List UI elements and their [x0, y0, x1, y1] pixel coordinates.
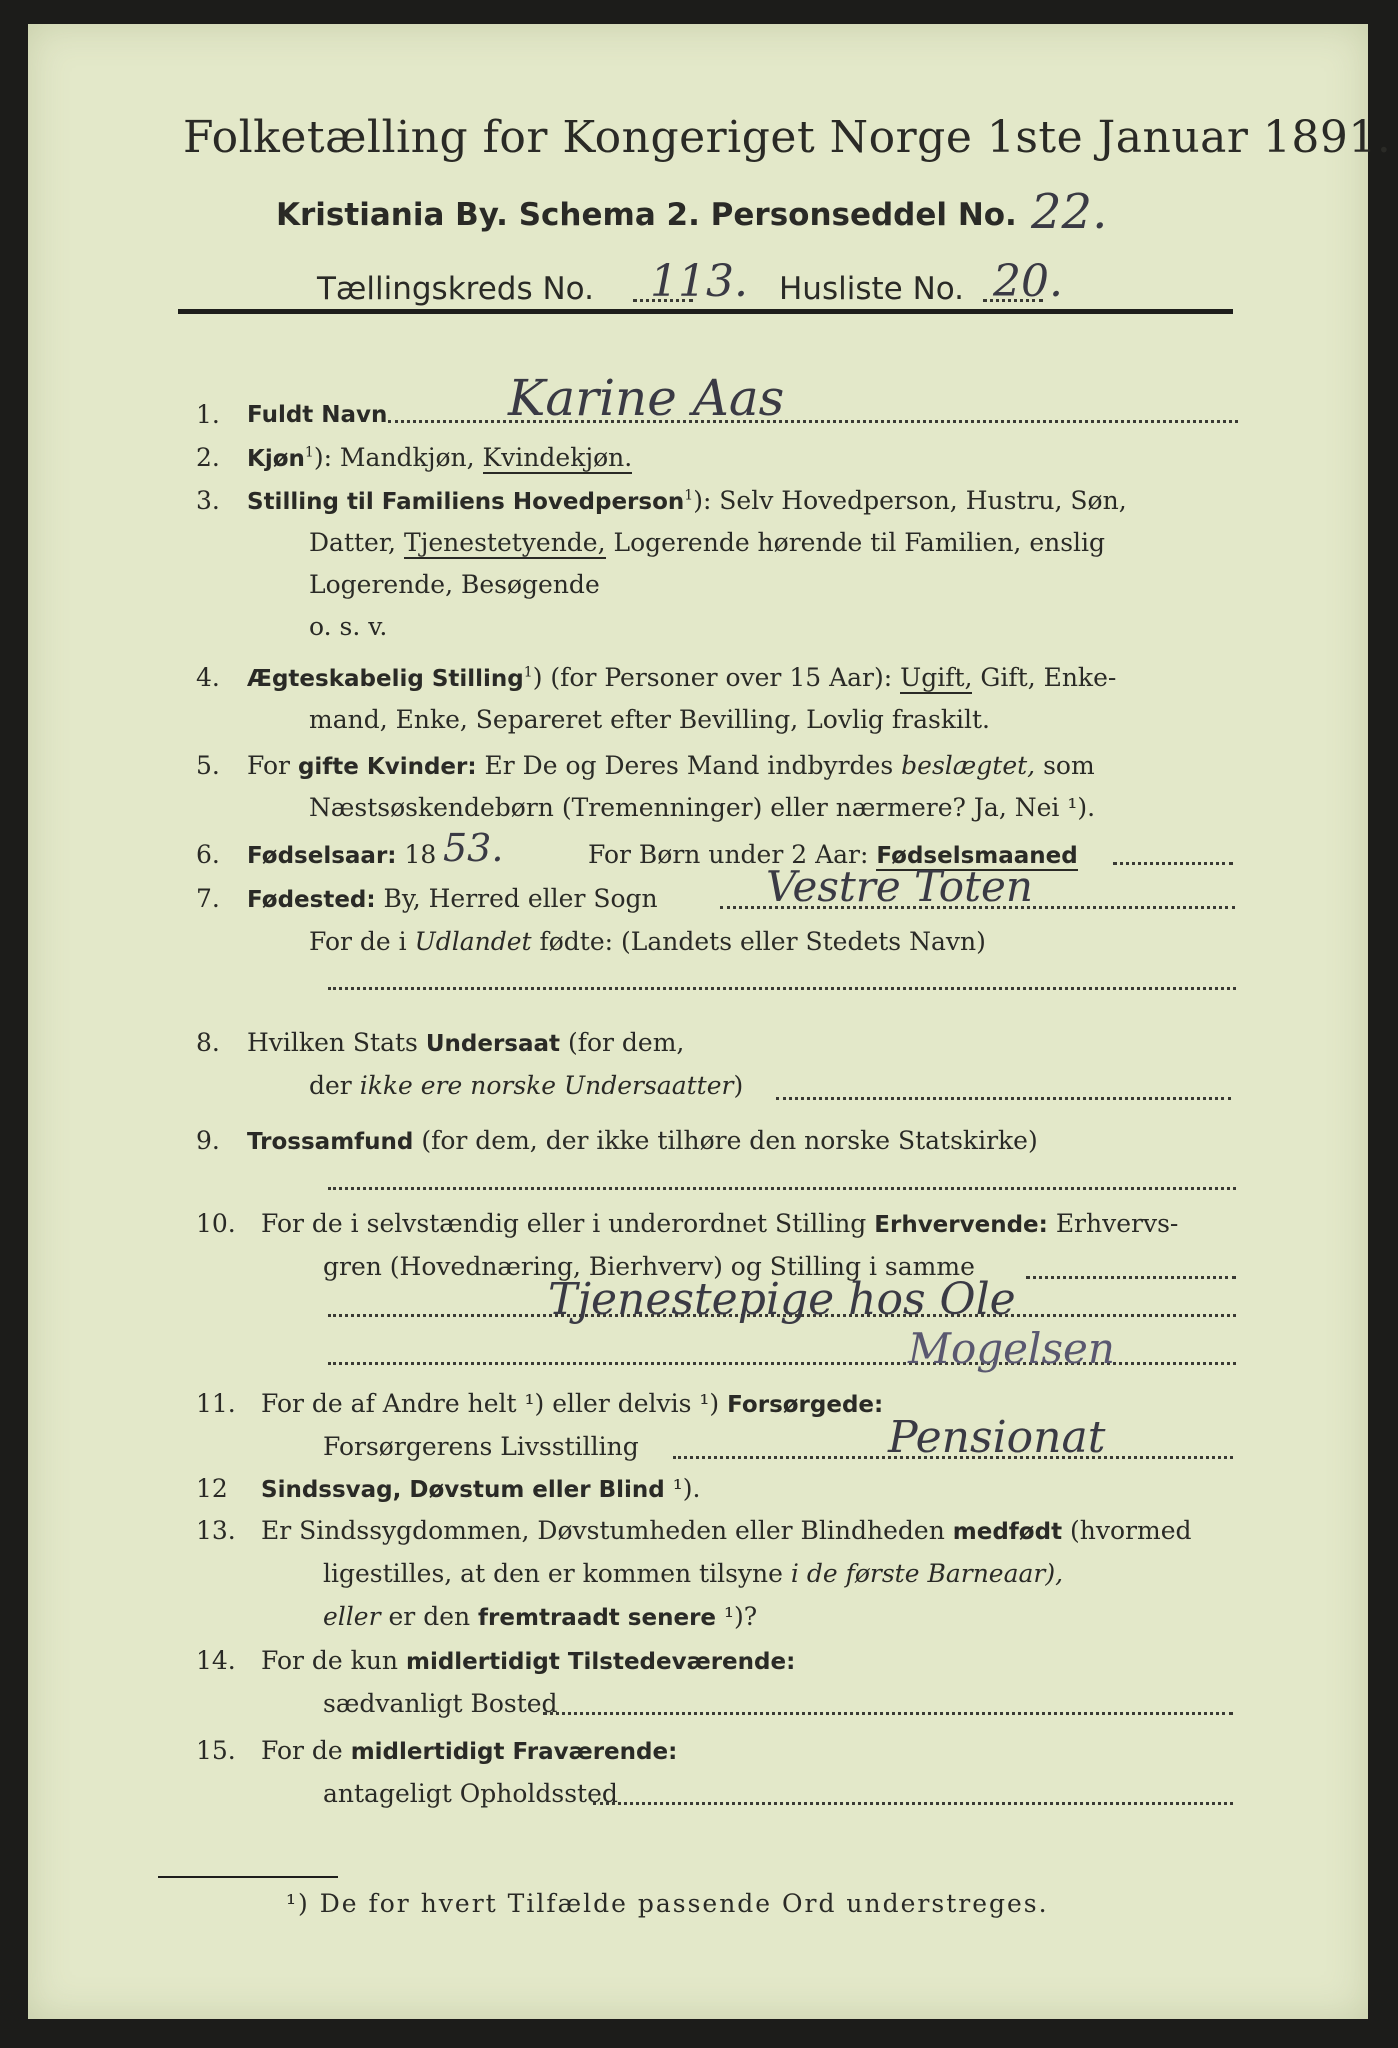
item-7-answer-place: Vestre Toten	[766, 862, 1033, 911]
census-form-sheet	[28, 24, 1392, 2019]
item-13-italic-2: eller	[323, 1602, 381, 1631]
item-15-text-1a: For de	[261, 1736, 343, 1765]
item-6-number: 6.	[196, 840, 220, 869]
item-3-text-2a: Datter,	[309, 528, 396, 557]
item-7-number: 7.	[196, 884, 220, 913]
item-8-dots	[776, 1097, 1231, 1100]
item-6-line	[247, 840, 436, 869]
item-3-line-2	[309, 528, 1105, 557]
item-6-year-prefix: 18	[404, 840, 437, 869]
item-3-underlined-option: Tjenestetyende,	[403, 528, 606, 557]
item-11-line-1	[261, 1389, 883, 1418]
item-8-number: 8.	[196, 1028, 220, 1057]
item-4-number: 4.	[196, 663, 220, 692]
item-4-text-1: ) (for Personer over 15 Aar):	[532, 663, 893, 692]
item-15-line-1	[261, 1736, 677, 1765]
item-8-line-2	[309, 1071, 743, 1100]
item-5-label: gifte Kvinder:	[297, 754, 477, 780]
item-1-number: 1.	[196, 400, 220, 429]
item-13-number: 13.	[196, 1516, 236, 1545]
item-5-italic: beslægtet,	[901, 751, 1036, 780]
item-13-bold-2: fremtraadt senere	[478, 1605, 717, 1631]
item-5-prefix: For	[247, 751, 290, 780]
husliste-label: Husliste No.	[779, 271, 965, 307]
item-2-underlined-option: Kvindekjøn.	[482, 443, 633, 472]
item-10-answer-employer: Mogelsen	[908, 1324, 1115, 1373]
item-3-text-1: ): Selv Hovedperson, Hustru, Søn,	[693, 486, 1127, 515]
item-12-label: Sindssvag, Døvstum eller Blind	[261, 1477, 665, 1503]
item-10-text-1a: For de i selvstændig eller i underordnet Stilling	[261, 1209, 867, 1238]
item-15-line-2: antageligt Opholdssted	[323, 1779, 618, 1808]
item-14-line-2: sædvanligt Bosted	[323, 1689, 558, 1718]
item-9-line	[247, 1126, 1038, 1155]
item-3-line-4: o. s. v.	[309, 612, 388, 641]
item-6-label: Fødselsaar:	[247, 843, 397, 869]
item-6-year-answer: 53.	[443, 826, 504, 870]
item-8-italic: ikke ere norske Undersaatter	[359, 1071, 734, 1100]
item-10-answer-occupation: Tjenestepige hos Ole	[548, 1274, 1016, 1325]
item-7-text-2a: For de i	[309, 927, 407, 956]
item-3-text-2b: Logerende hørende til Familien, enslig	[613, 528, 1106, 557]
item-9-dots	[328, 1187, 1236, 1190]
item-10-number: 10.	[196, 1209, 236, 1238]
item-15-number: 15.	[196, 1736, 236, 1765]
schema-line-label: Kristiania By. Schema 2. Personseddel No.	[276, 197, 1017, 233]
form-title: Folketælling for Kongeriget Norge 1ste Januar 1891.	[183, 112, 1392, 163]
item-12-text: ¹).	[672, 1474, 701, 1503]
item-7-foreign-dots	[328, 987, 1236, 990]
item-13-text-3a: er den	[388, 1602, 471, 1631]
item-7-text-2b: fødte: (Landets eller Stedets Navn)	[539, 927, 986, 956]
item-13-text-1a: Er Sindssygdommen, Døvstumheden eller Blindheden	[261, 1516, 945, 1545]
item-2-number: 2.	[196, 443, 220, 472]
item-11-number: 11.	[196, 1389, 236, 1418]
item-7-label: Fødested:	[247, 887, 376, 913]
item-4-text-1b: Gift, Enke-	[980, 663, 1117, 692]
item-3-label: Stilling til Familiens Hovedperson	[247, 489, 685, 515]
item-5-text-1b: som	[1043, 751, 1095, 780]
item-13-text-1b: (hvormed	[1070, 1516, 1192, 1545]
item-13-text-2a: ligestilles, at den er kommen tilsyne	[323, 1559, 783, 1588]
item-14-number: 14.	[196, 1646, 236, 1675]
item-6-text: For Børn under 2 Aar:	[588, 840, 869, 869]
item-1-answer-name: Karine Aas	[508, 369, 785, 427]
schema-line	[276, 197, 1017, 233]
item-13-line-3	[323, 1602, 757, 1631]
item-11-bold: Forsørgede:	[727, 1392, 884, 1418]
item-9-number: 9.	[196, 1126, 220, 1155]
item-2-sup: 1	[304, 444, 314, 461]
item-9-text: (for dem, der ikke tilhøre den norske Statskirke)	[421, 1126, 1038, 1155]
item-6-dots	[1113, 862, 1233, 865]
item-5-number: 5.	[196, 751, 220, 780]
item-8-text-1b: (for dem,	[567, 1028, 685, 1057]
item-14-dots	[543, 1712, 1233, 1715]
item-5-line-1	[247, 751, 1095, 780]
item-12-line	[261, 1474, 700, 1503]
item-4-underlined-option: Ugift,	[900, 663, 973, 692]
item-10-line-2: gren (Hovednæring, Bierhverv) og Stilling i samme	[323, 1252, 975, 1281]
item-5-text-1: Er De og Deres Mand indbyrdes	[484, 751, 894, 780]
item-3-sup: 1	[684, 487, 694, 504]
item-8-text-2b: )	[733, 1071, 744, 1100]
item-10-dots-1	[1026, 1276, 1236, 1279]
header-rule	[178, 309, 1233, 314]
item-8-text-2a: der	[309, 1071, 352, 1100]
item-8-bold: Undersaat	[425, 1031, 561, 1057]
item-7-text-1: By, Herred eller Sogn	[383, 884, 658, 913]
item-13-italic-1: i de første Barneaar),	[790, 1559, 1064, 1588]
item-11-text-1: For de af Andre helt ¹) eller delvis ¹)	[261, 1389, 720, 1418]
item-4-line-2: mand, Enke, Separeret efter Bevilling, Lovlig fraskilt.	[309, 705, 990, 734]
item-2-text: ): Mandkjøn,	[313, 443, 475, 472]
item-12-number: 12	[196, 1474, 228, 1503]
item-10-line-1	[261, 1209, 1178, 1238]
item-13-text-3b: ¹)?	[723, 1602, 758, 1631]
item-4-sup: 1	[523, 664, 533, 681]
item-4-line-1	[247, 663, 1116, 692]
item-1-label: Fuldt Navn	[247, 402, 388, 428]
item-2-line	[247, 443, 632, 472]
item-15-dots	[593, 1802, 1233, 1805]
item-10-text-1b: Erhvervs-	[1055, 1209, 1179, 1238]
item-10-bold: Erhvervende:	[874, 1212, 1048, 1238]
husliste-dots	[983, 299, 1043, 302]
kreds-label: Tællingskreds No.	[317, 271, 594, 307]
footnote: ¹) De for hvert Tilfælde passende Ord understreges.	[286, 1889, 1049, 1918]
item-13-line-1	[261, 1516, 1192, 1545]
husliste-number: 20.	[993, 256, 1063, 307]
item-8-line-1	[247, 1028, 684, 1057]
item-7-line-2	[309, 927, 986, 956]
footnote-rule	[158, 1876, 338, 1878]
item-7-line-1	[247, 884, 658, 913]
item-13-bold-1: medfødt	[952, 1519, 1063, 1545]
item-14-text-1a: For de kun	[261, 1646, 399, 1675]
item-14-bold: midlertidigt Tilstedeværende:	[405, 1649, 796, 1675]
item-4-label: Ægteskabelig Stilling	[247, 666, 524, 692]
item-11-answer-provider: Pensionat	[888, 1412, 1106, 1463]
item-3-line-3: Logerende, Besøgende	[309, 570, 600, 599]
item-6-label-2: Fødselsmaaned	[876, 843, 1078, 869]
personseddel-number: 22.	[1031, 184, 1108, 240]
item-9-label: Trossamfund	[247, 1129, 414, 1155]
item-3-line-1	[247, 486, 1127, 515]
item-3-number: 3.	[196, 486, 220, 515]
item-14-line-1	[261, 1646, 795, 1675]
item-2-label: Kjøn	[247, 446, 305, 472]
item-8-text-1a: Hvilken Stats	[247, 1028, 418, 1057]
item-11-line-2: Forsørgerens Livsstilling	[323, 1432, 639, 1461]
item-13-line-2	[323, 1559, 1063, 1588]
item-7-italic: Udlandet	[414, 927, 532, 956]
item-15-bold: midlertidigt Fraværende:	[350, 1739, 678, 1765]
item-5-line-2: Næstsøskendebørn (Tremenninger) eller nærmere? Ja, Nei ¹).	[309, 793, 1096, 822]
kreds-number: 113.	[650, 256, 748, 307]
